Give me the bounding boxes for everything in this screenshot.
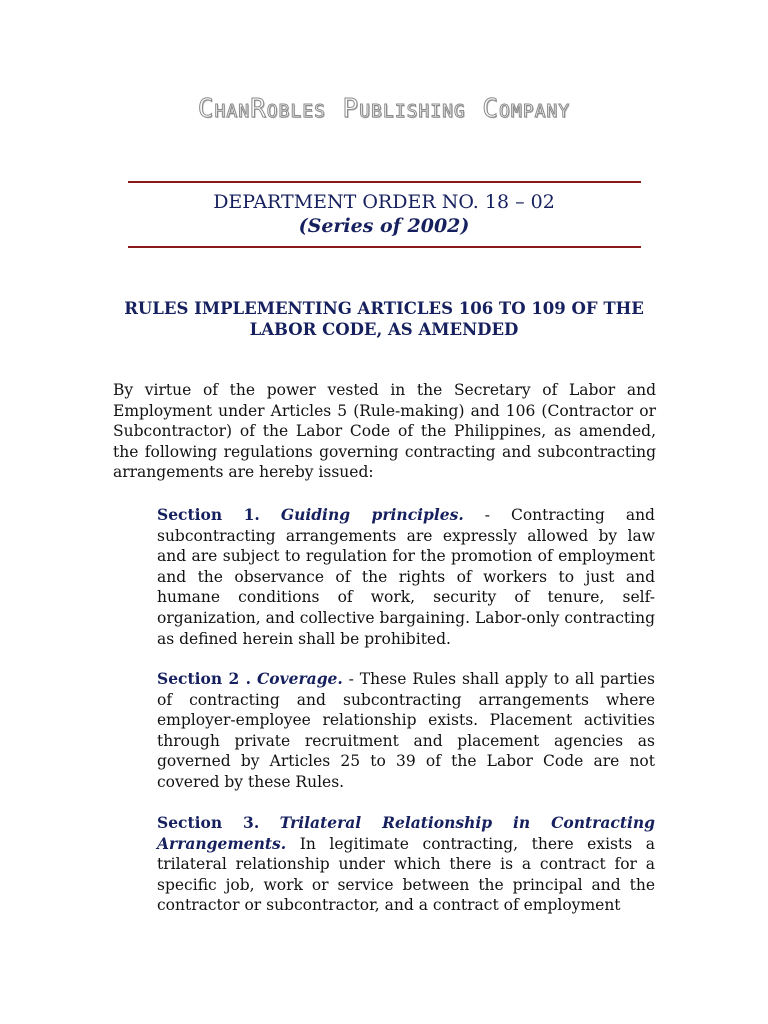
section-1-body: - Contracting and subcontracting arrangements are expressly allowed by law and are subject to regulation for the promotion of employment and the observance of the rights of workers to just and humane conditions of work, security of tenure, self-organization, and collective bargaining. Labor-only contracting as defined herein shall be prohibited. xyxy=(157,506,655,648)
department-order-title: DEPARTMENT ORDER NO. 18 – 02 xyxy=(213,191,555,213)
section-3 xyxy=(157,813,655,916)
section-2-label: Section 2 . xyxy=(157,669,252,688)
rules-heading: RULES IMPLEMENTING ARTICLES 106 TO 109 OF THE LABOR CODE, AS AMENDED xyxy=(124,299,644,339)
intro-paragraph: By virtue of the power vested in the Secretary of Labor and Employment under Articles 5 (Rule-making) and 106 (Contractor or Subcontractor) of the Labor Code of the Philippines, as amended, the following regulations governing contracting and subcontracting arrangements are hereby issued: xyxy=(113,381,656,482)
section-3-body: In legitimate contracting, there exists a trilateral relationship under which there is a contract for a specific job, work or service between the principal and the contractor or subcontractor, and a contract of employment xyxy=(157,834,655,915)
section-1-title: Guiding principles. xyxy=(280,505,464,524)
publisher-name: ChanRobles Publishing Company xyxy=(197,94,571,124)
section-3-label: Section 3. xyxy=(157,813,260,832)
section-2-body: - These Rules shall apply to all parties of contracting and subcontracting arrangements where employer-employee relationship exists. Placement activities through private recruitment and placement agencies as governed by Articles 25 to 39 of the Labor Code are not covered by these Rules. xyxy=(157,670,655,791)
bottom-divider xyxy=(128,246,641,248)
section-2-title: Coverage. xyxy=(256,669,343,688)
top-divider xyxy=(128,181,641,183)
section-1-label: Section 1. xyxy=(157,505,260,524)
section-1 xyxy=(157,505,655,649)
department-order-series: (Series of 2002) xyxy=(298,215,470,237)
section-3-title: Trilateral Relationship in Contracting Arrangements. xyxy=(157,813,655,853)
section-2 xyxy=(157,669,655,793)
